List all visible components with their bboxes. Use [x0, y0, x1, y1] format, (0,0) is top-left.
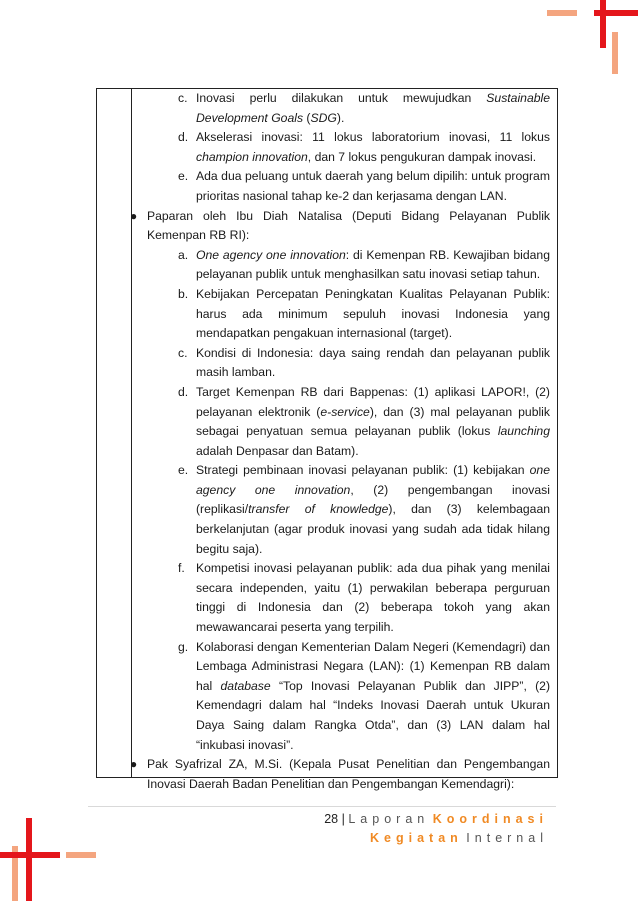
- text-run: transfer of knowledge: [248, 502, 389, 517]
- footer-word: Kegiatan: [370, 831, 463, 845]
- text-run: Akselerasi inovasi: 11 lokus laboratorium inovasi, 11 lokus: [196, 130, 550, 145]
- footer-word: Laporan: [348, 812, 430, 826]
- list-marker: e.: [178, 463, 189, 478]
- text-run: Ada dua peluang untuk daerah yang belum dipilih: untuk program prioritas nasional tahap ke-2 dan kerjasama dengan LAN.: [196, 169, 550, 203]
- list-marker: f.: [178, 561, 185, 576]
- decor-bar-orange: [547, 10, 577, 16]
- text-run: one agency one innovation: [196, 463, 550, 497]
- text-run: Sustainable Development Goals: [196, 91, 550, 125]
- list-item: [147, 285, 550, 344]
- text-run: champion innovation: [196, 149, 308, 164]
- list-item: [147, 246, 550, 285]
- page-number: 28: [324, 812, 339, 826]
- text-run: (: [303, 110, 311, 125]
- text-run: Kebijakan Percepatan Peningkatan Kualitas Pelayanan Publik: harus ada minimum sepuluh inovasi Indonesia yang mendapatkan pengakuan internasional (target).: [196, 286, 550, 341]
- text-run: ).: [336, 110, 345, 125]
- text-run: adalah Denpasar dan Batam).: [196, 443, 359, 458]
- decor-bar-red: [600, 0, 606, 48]
- table-column-divider: [131, 88, 132, 778]
- list-item: [147, 89, 550, 128]
- list-item: [147, 344, 550, 383]
- bullet-icon: ●: [130, 208, 138, 223]
- text-run: , (2) pengembangan inovasi (replikasi/: [196, 482, 550, 517]
- text-run: database: [220, 678, 271, 693]
- list-item: [147, 559, 550, 637]
- text-run: One agency one innovation: [196, 247, 346, 262]
- text-run: SDG: [310, 110, 337, 125]
- list-item: [147, 638, 550, 756]
- sub-list: [147, 246, 550, 755]
- table-content: [130, 89, 551, 794]
- list-item: [147, 461, 550, 559]
- text-run: , dan 7 lokus pengukuran dampak inovasi.: [307, 149, 537, 164]
- bullet-text: Pak Syafrizal ZA, M.Si. (Kepala Pusat Penelitian dan Pengembangan Inovasi Daerah Badan Penelitian dan Pengembangan Kemendagri):: [147, 757, 550, 791]
- bullet-text: Paparan oleh Ibu Diah Natalisa (Deputi Bidang Pelayanan Publik Kemenpan RB RI):: [147, 208, 550, 243]
- bullet-block: [138, 89, 550, 207]
- footer-separator: |: [341, 812, 345, 826]
- list-marker: c.: [178, 345, 188, 360]
- footer-word: Koordinasi: [432, 812, 548, 826]
- list-marker: d.: [178, 130, 189, 145]
- list-marker: g.: [178, 639, 189, 654]
- sub-list: [147, 89, 550, 207]
- decor-bar-orange: [612, 32, 618, 74]
- list-marker: e.: [178, 169, 189, 184]
- text-run: ), dan (3) kelembagaan berkelanjutan (agar produk inovasi yang sudah ada tidak hilang begitu saja).: [196, 502, 550, 556]
- text-run: Target Kemenpan RB dari Bappenas: (1) aplikasi LAPOR!, (2) pelayanan elektronik (: [196, 384, 550, 419]
- page-footer: [324, 810, 548, 848]
- list-item: [147, 128, 550, 167]
- text-run: e-service: [320, 404, 370, 419]
- list-item: [147, 383, 550, 461]
- list-marker: a.: [178, 247, 189, 262]
- text-run: Inovasi perlu dilakukan untuk mewujudkan: [196, 91, 487, 105]
- text-run: : di Kemenpan RB. Kewajiban bidang pelayanan publik untuk menghasilkan satu inovasi setiap tahun.: [196, 247, 550, 282]
- text-run: Kompetisi inovasi pelayanan publik: ada dua pihak yang menilai secara independen, yaitu (1) perwakilan beberapa perguruan tinggi di Indonesia dan (2) beberapa tokoh yang akan mewawancarai peserta yang terpilih.: [196, 561, 550, 635]
- text-run: Kondisi di Indonesia: daya saing rendah dan pelayanan publik masih lamban.: [196, 345, 550, 380]
- text-run: launching: [497, 424, 550, 439]
- footer-word: Internal: [466, 831, 548, 845]
- bullet-block: [130, 207, 551, 756]
- list-marker: d.: [178, 384, 189, 399]
- decor-bar-red: [26, 818, 32, 901]
- decor-bar-orange: [66, 852, 96, 858]
- list-marker: b.: [178, 286, 189, 301]
- text-run: “Top Inovasi Pelayanan Publik dan JIPP”, (2) Kemendagri dalam hal “Indeks Inovasi Daerah untuk Ukuran Daya Saing dalam Rangka Otda”, dan (3) LAN dalam hal “inkubasi inovasi”.: [196, 678, 551, 752]
- text-run: Strategi pembinaan inovasi pelayanan publik: (1) kebijakan: [196, 463, 530, 478]
- footer-divider: [88, 806, 556, 807]
- list-marker: c.: [178, 91, 188, 105]
- list-item: [147, 167, 550, 206]
- text-run: ), dan (3) mal pelayanan publik sebagai penyatuan semua pelayanan publik (lokus: [196, 404, 550, 439]
- bullet-block: [130, 755, 550, 794]
- text-run: Kolaborasi dengan Kementerian Dalam Negeri (Kemendagri) dan Lembaga Administrasi Negara (LAN): (1) Kemenpan RB dalam hal: [196, 639, 550, 693]
- bullet-icon: ●: [130, 757, 138, 772]
